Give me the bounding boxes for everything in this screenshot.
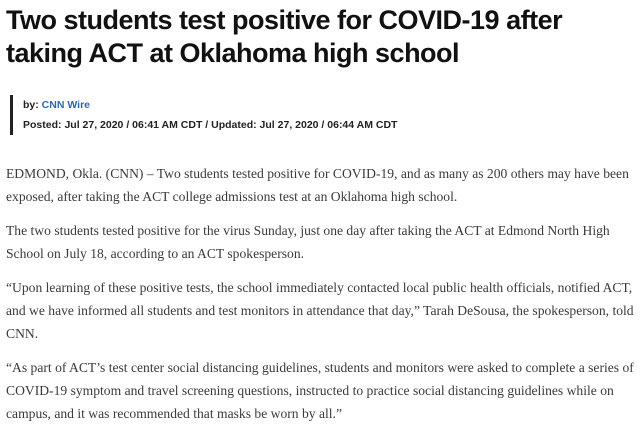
article-paragraph: EDMOND, Okla. (CNN) – Two students tested positive for COVID-19, and as many as 200 others may have been exposed, after taking the ACT college admissions test at an Oklahoma high school. <box>6 166 629 204</box>
byline-prefix: by: <box>23 99 39 111</box>
article-paragraph: “Upon learning of these positive tests, the school immediately contacted local public health officials, notified ACT, and we have informed all students and test monitors in attendance that day,” Tarah DeSousa, the spokesperson, told CNN. <box>6 280 634 341</box>
article-paragraph: “As part of ACT’s test center social distancing guidelines, students and monitors were asked to complete a series of COVID-19 symptom and travel screening questions, instructed to practice social distancing guidelines while on campus, and it was recommended that masks be worn by all.” <box>6 360 634 421</box>
article-body <box>6 162 634 430</box>
post-dates <box>23 119 397 131</box>
posted-label: Posted: <box>23 119 62 131</box>
date-separator: / <box>205 119 209 131</box>
byline-block <box>10 95 398 135</box>
updated-date: Jul 27, 2020 / 06:44 AM CDT <box>259 119 398 131</box>
article-headline: Two students test positive for COVID-19 after taking ACT at Oklahoma high school <box>6 5 563 68</box>
updated-label: Updated: <box>211 119 257 131</box>
article-paragraph: The two students tested positive for the virus Sunday, just one day after taking the ACT at Edmond North High School on July 18, according to an ACT spokesperson. <box>6 223 610 261</box>
posted-date: Jul 27, 2020 / 06:41 AM CDT <box>64 119 203 131</box>
author-link[interactable]: CNN Wire <box>41 99 90 111</box>
byline <box>23 99 90 111</box>
